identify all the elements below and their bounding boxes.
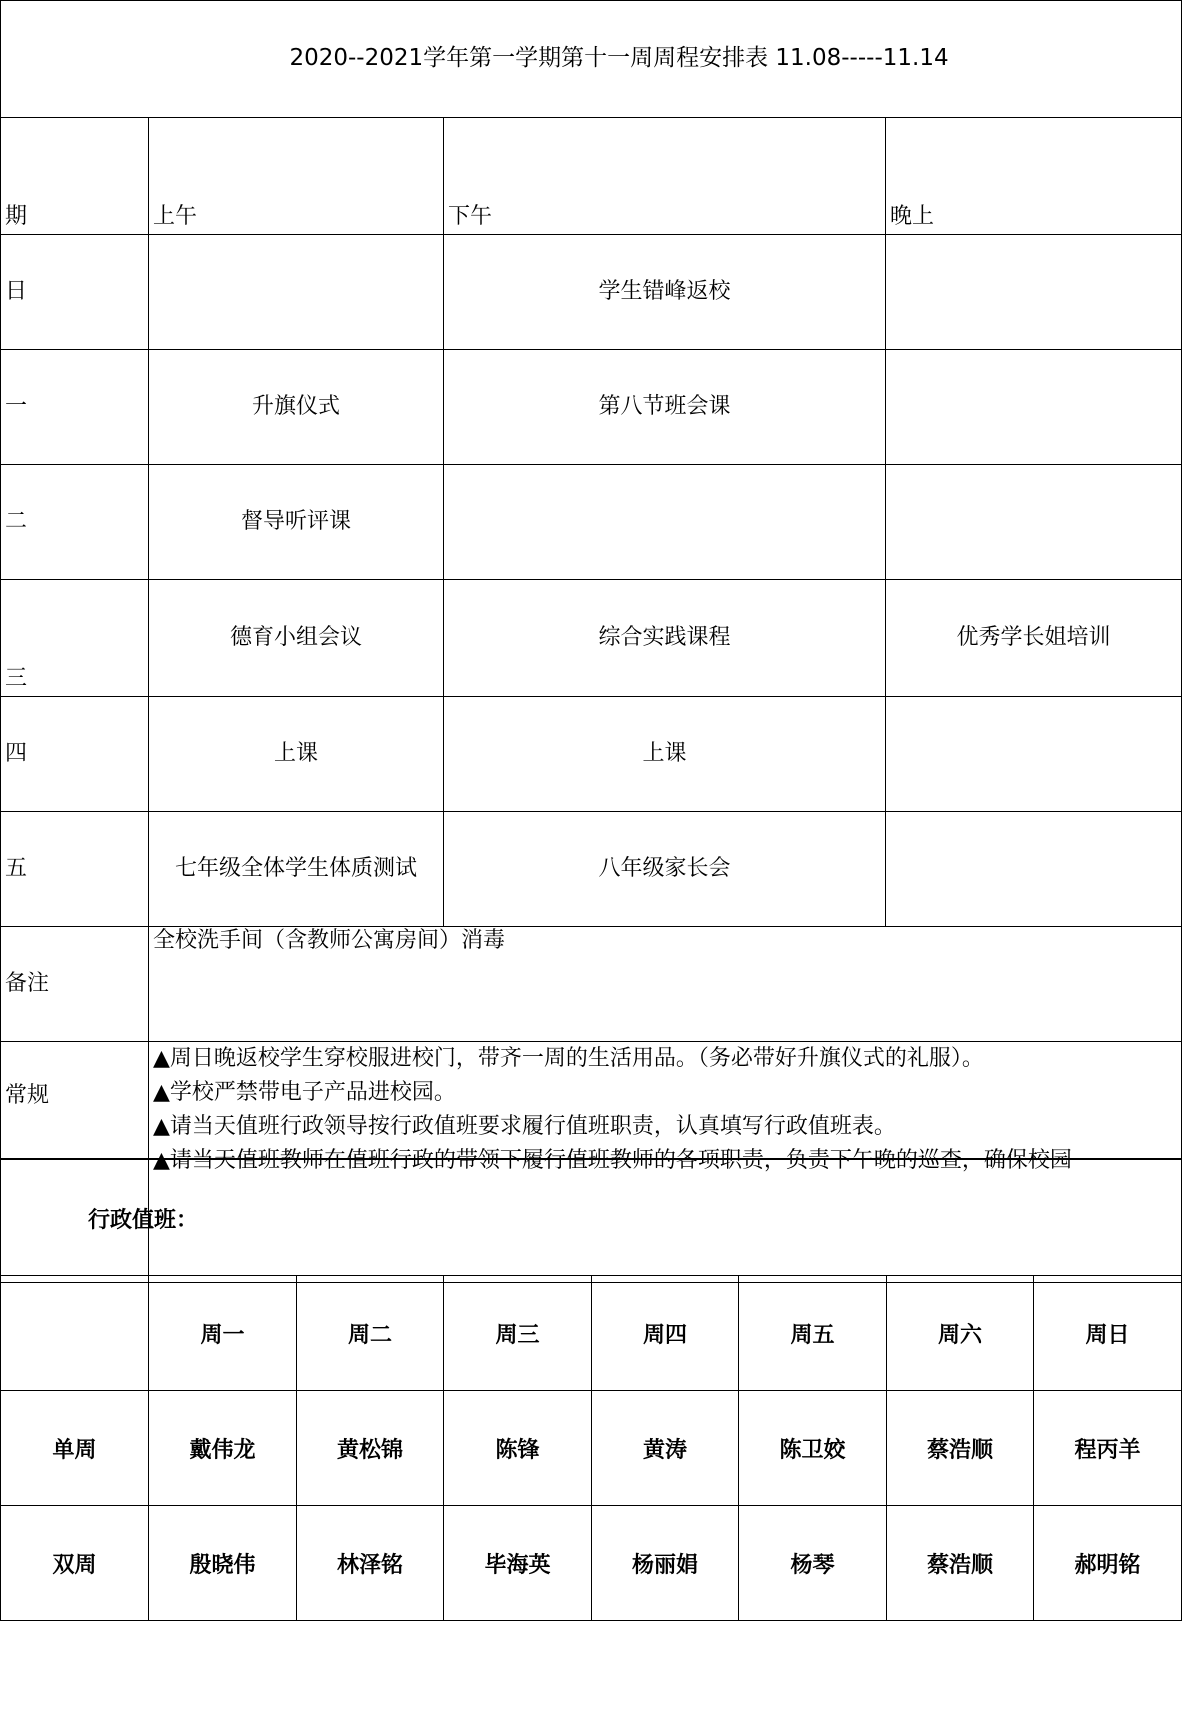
day-label: 四 — [1, 697, 149, 812]
morning-cell: 升旗仪式 — [149, 350, 444, 465]
evening-cell — [886, 697, 1182, 812]
afternoon-cell: 上课 — [444, 697, 886, 812]
evening-cell — [886, 350, 1182, 465]
routine-line: ▲周日晚返校学生穿校服进校门，带齐一周的生活用品。（务必带好升旗仪式的礼服）。 — [153, 1046, 984, 1071]
afternoon-cell: 第八节班会课 — [444, 350, 886, 465]
afternoon-cell: 八年级家长会 — [444, 812, 886, 927]
routine-line: ▲请当天值班行政领导按行政值班要求履行值班职责，认真填写行政值班表。 — [153, 1114, 896, 1139]
weekday-header: 周三 — [444, 1276, 592, 1391]
morning-cell: 七年级全体学生体质测试 — [149, 812, 444, 927]
morning-cell: 德育小组会议 — [149, 580, 444, 697]
header-evening: 晚上 — [886, 118, 1182, 235]
morning-cell: 上课 — [149, 697, 444, 812]
duty-corner-cell — [1, 1276, 149, 1391]
evening-cell — [886, 465, 1182, 580]
morning-cell: 督导听评课 — [149, 465, 444, 580]
header-morning: 上午 — [149, 118, 444, 235]
evening-cell — [886, 235, 1182, 350]
duty-name: 杨丽娟 — [592, 1506, 739, 1621]
afternoon-cell — [444, 465, 886, 580]
header-afternoon: 下午 — [444, 118, 886, 235]
duty-name: 蔡浩顺 — [887, 1506, 1034, 1621]
duty-name: 林泽铭 — [297, 1506, 444, 1621]
notes-label: 备注 — [1, 927, 149, 1042]
day-label: 三 — [1, 580, 149, 697]
weekday-header: 周四 — [592, 1276, 739, 1391]
schedule-row — [1, 812, 1182, 927]
duty-name: 殷晓伟 — [149, 1506, 297, 1621]
duty-name: 程丙羊 — [1034, 1391, 1182, 1506]
routine-row — [1, 1042, 1182, 1283]
duty-row — [1, 1506, 1182, 1621]
schedule-row — [1, 580, 1182, 697]
day-label: 日 — [1, 235, 149, 350]
schedule-row — [1, 697, 1182, 812]
routine-label: 常规 — [1, 1042, 149, 1283]
notes-row — [1, 927, 1182, 1042]
notes-content: 全校洗手间（含教师公寓房间）消毒 — [149, 927, 1182, 1042]
duty-name: 杨琴 — [739, 1506, 887, 1621]
day-label: 五 — [1, 812, 149, 927]
weekday-header: 周二 — [297, 1276, 444, 1391]
duty-name: 黄松锦 — [297, 1391, 444, 1506]
schedule-title: 2020--2021学年第一学期第十一周周程安排表 11.08-----11.14 — [1, 1, 1182, 118]
duty-name: 蔡浩顺 — [887, 1391, 1034, 1506]
afternoon-cell: 学生错峰返校 — [444, 235, 886, 350]
routine-line: ▲请当天值班教师在值班行政的带领下履行值班教师的各项职责，负责下午晚的巡查，确保校园 — [153, 1148, 1072, 1173]
weekday-header: 周五 — [739, 1276, 887, 1391]
duty-name: 戴伟龙 — [149, 1391, 297, 1506]
schedule-row — [1, 465, 1182, 580]
duty-heading: 行政值班： — [88, 1208, 199, 1233]
day-label: 一 — [1, 350, 149, 465]
duty-row-label: 双周 — [1, 1506, 149, 1621]
routine-content — [149, 1042, 1182, 1283]
weekday-header: 周一 — [149, 1276, 297, 1391]
duty-row-label: 单周 — [1, 1391, 149, 1506]
duty-row — [1, 1391, 1182, 1506]
evening-cell — [886, 812, 1182, 927]
duty-name: 黄涛 — [592, 1391, 739, 1506]
routine-line: ▲学校严禁带电子产品进校园。 — [153, 1080, 456, 1105]
schedule-row — [1, 235, 1182, 350]
morning-cell — [149, 235, 444, 350]
duty-name: 陈卫姣 — [739, 1391, 887, 1506]
evening-cell: 优秀学长姐培训 — [886, 580, 1182, 697]
weekday-header: 周六 — [887, 1276, 1034, 1391]
header-day: 期 — [1, 118, 149, 235]
duty-name: 陈锋 — [444, 1391, 592, 1506]
afternoon-cell: 综合实践课程 — [444, 580, 886, 697]
day-label: 二 — [1, 465, 149, 580]
schedule-row — [1, 350, 1182, 465]
weekday-header: 周日 — [1034, 1276, 1182, 1391]
duty-table — [0, 1275, 1182, 1621]
duty-name: 郝明铭 — [1034, 1506, 1182, 1621]
duty-name: 毕海英 — [444, 1506, 592, 1621]
duty-header-row — [1, 1276, 1182, 1391]
